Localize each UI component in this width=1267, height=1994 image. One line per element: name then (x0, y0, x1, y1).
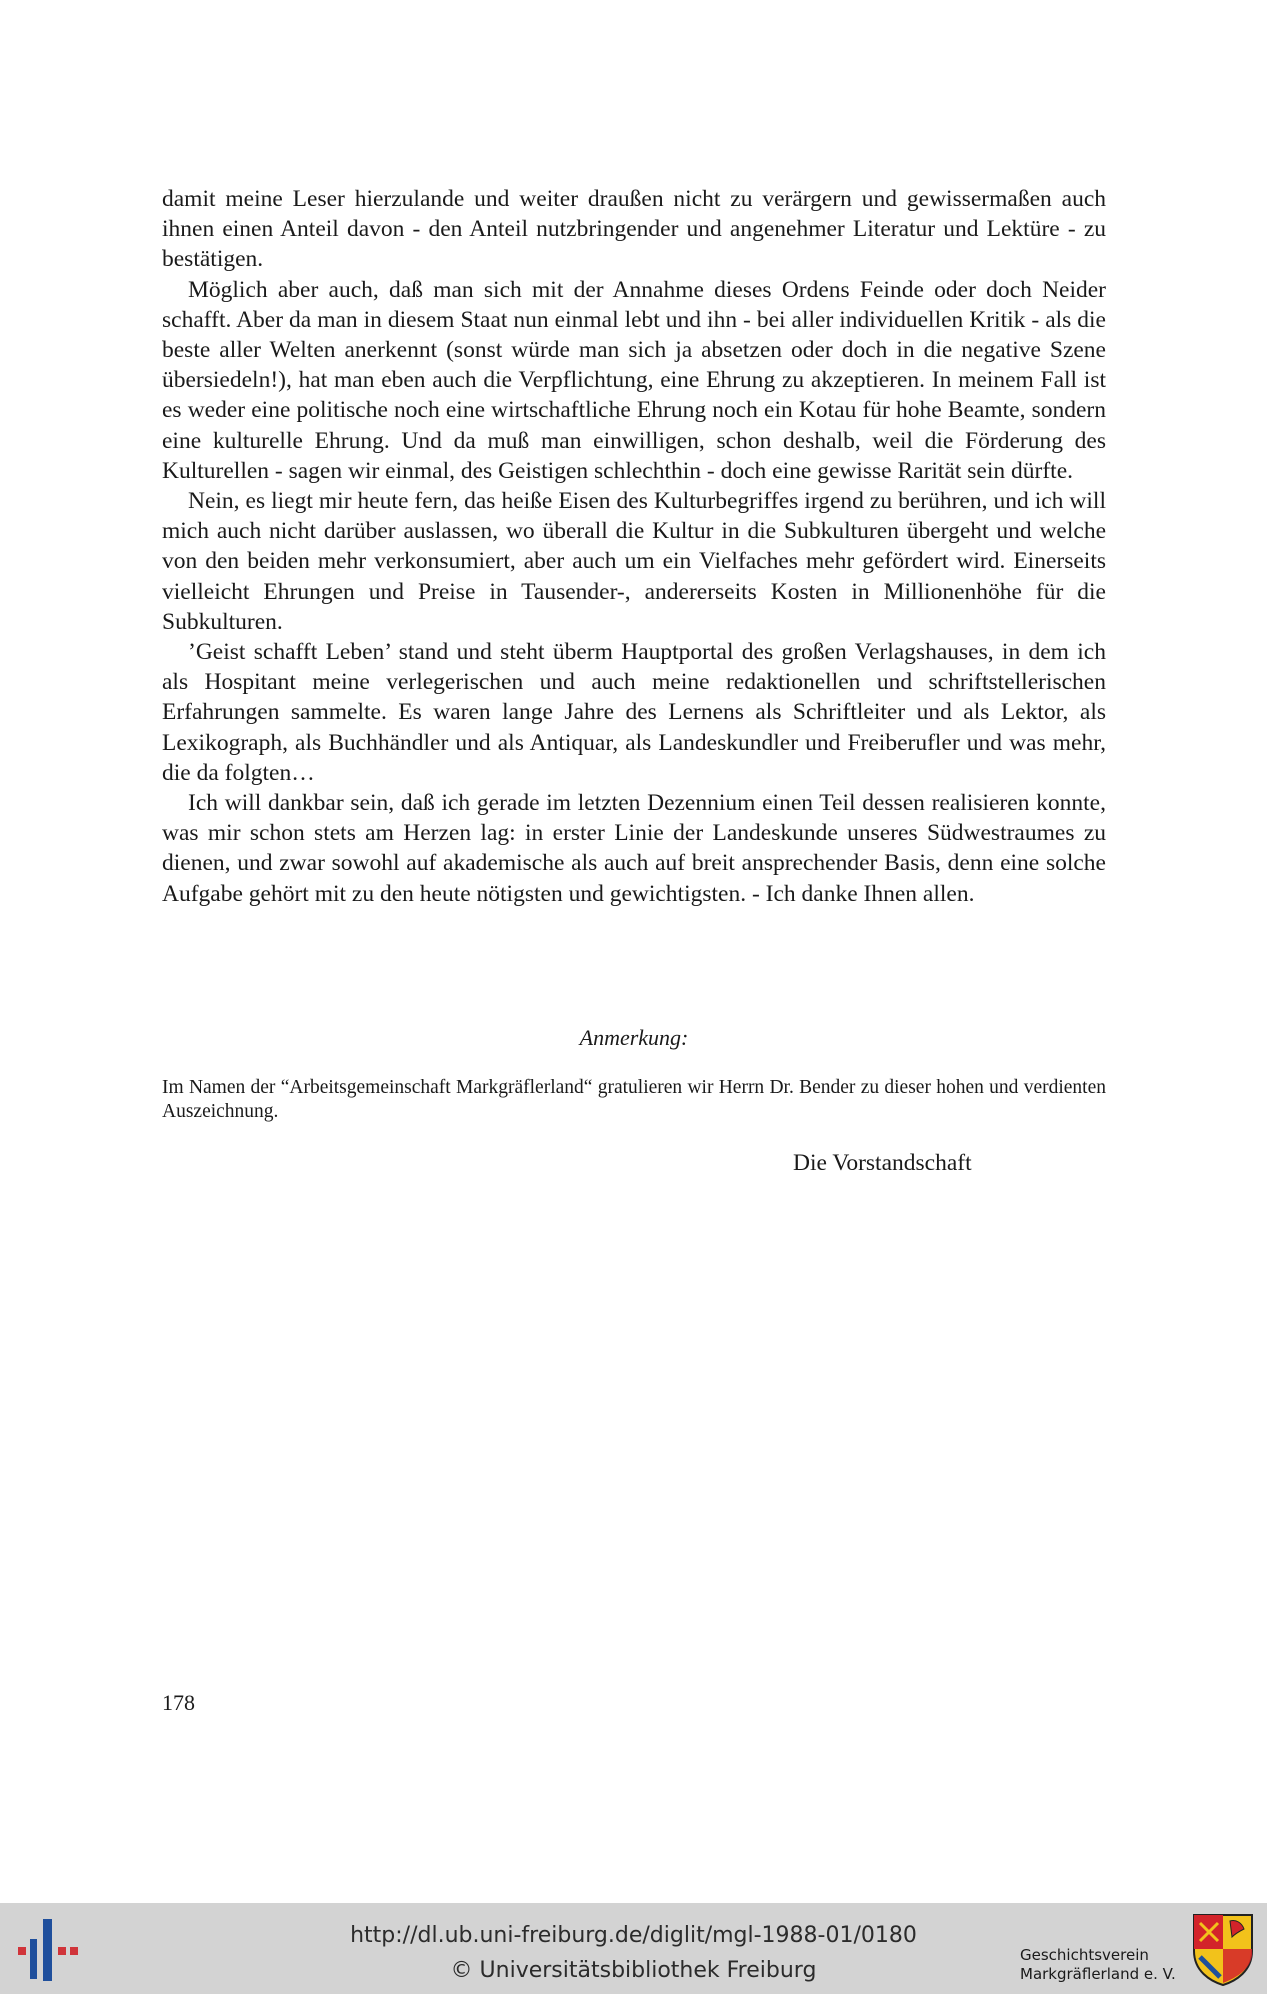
body-text (162, 184, 1106, 909)
note-heading: Anmerkung: (579, 1025, 689, 1050)
paragraph: ’Geist schafft Leben’ stand und steht überm Hauptportal des großen Verlagshauses, in dem ich als Hospitant meine verlegerischen und auch meine redaktionellen und schriftstellerischen Erfahrungen sammelte. Es waren lange Jahre des Lernens als Schriftleiter und als Lektor, als Lexikograph, als Buchhändler und als Antiquar, als Landeskundler und Freiberufler und was mehr, die da folgten… (162, 639, 1106, 786)
society-name (1020, 1946, 1176, 1984)
paragraph: damit meine Leser hierzulande und weiter draußen nicht zu verärgern und gewissermaßen auch ihnen einen Anteil davon - den Anteil nutzbringender und angenehmer Literatur und Lektüre - zu bestätigen. (162, 186, 1106, 273)
paragraph: Möglich aber auch, daß man sich mit der Annahme dieses Ordens Feinde oder doch Neider schafft. Aber da man in diesem Staat nun einmal lebt und ihn - bei aller individuellen Kritik - als die beste aller Welten anerkennt (sonst würde man sich ja absetzen oder doch in die negative Szene übersiedeln!), hat man eben auch die Verpflichtung, eine Ehrung zu akzeptieren. In meinem Fall ist es weder eine politische noch eine wirtschaftliche Ehrung noch ein Kotau für hohe Beamte, sondern eine kulturelle Ehrung. Und da muß man einwilligen, schon deshalb, weil die Förderung des Kulturellen - sagen wir einmal, des Geistigen schlechthin - doch eine gewisse Rarität sein dürfte. (162, 276, 1106, 484)
footer-copyright: © Universitätsbibliothek Freiburg (450, 1958, 817, 1983)
society-name-line1: Geschichtsverein (1020, 1946, 1149, 1964)
society-name-line2: Markgräflerland e. V. (1020, 1965, 1176, 1983)
page-number: 178 (162, 1690, 195, 1715)
signature: Die Vorstandschaft (793, 1150, 972, 1176)
paragraph: Nein, es liegt mir heute fern, das heiße Eisen des Kulturbegriffes irgend zu berühren, und ich will mich auch nicht darüber auslassen, wo überall die Kultur in die Subkulturen übergeht und welche von den beiden mehr verkonsumiert, aber auch um ein Vielfaches mehr gefördert wird. Einerseits vielleicht Ehrungen und Preise in Tausender-, andererseits Kosten in Millionenhöhe für die Subkulturen. (162, 488, 1106, 635)
coat-of-arms-icon (1190, 1911, 1256, 1987)
footer-bar (0, 1903, 1267, 1994)
footer-url-link[interactable]: http://dl.ub.uni-freiburg.de/diglit/mgl-1988-01/0180 (350, 1923, 917, 1948)
note-text: Im Namen der “Arbeitsgemeinschaft Markgräflerland“ gratulieren wir Herrn Dr. Bender zu dieser hohen und verdienten Auszeichnung. (162, 1077, 1106, 1122)
paragraph: Ich will dankbar sein, daß ich gerade im letzten Dezennium einen Teil dessen realisieren konnte, was mir schon stets am Herzen lag: in erster Linie der Landeskunde unseres Südwestraumes zu dienen, und zwar sowohl auf akademische als auch auf breit ansprechender Basis, denn eine solche Aufgabe gehört mit zu den heute nötigsten und gewichtigsten. - Ich danke Ihnen allen. (162, 790, 1106, 907)
